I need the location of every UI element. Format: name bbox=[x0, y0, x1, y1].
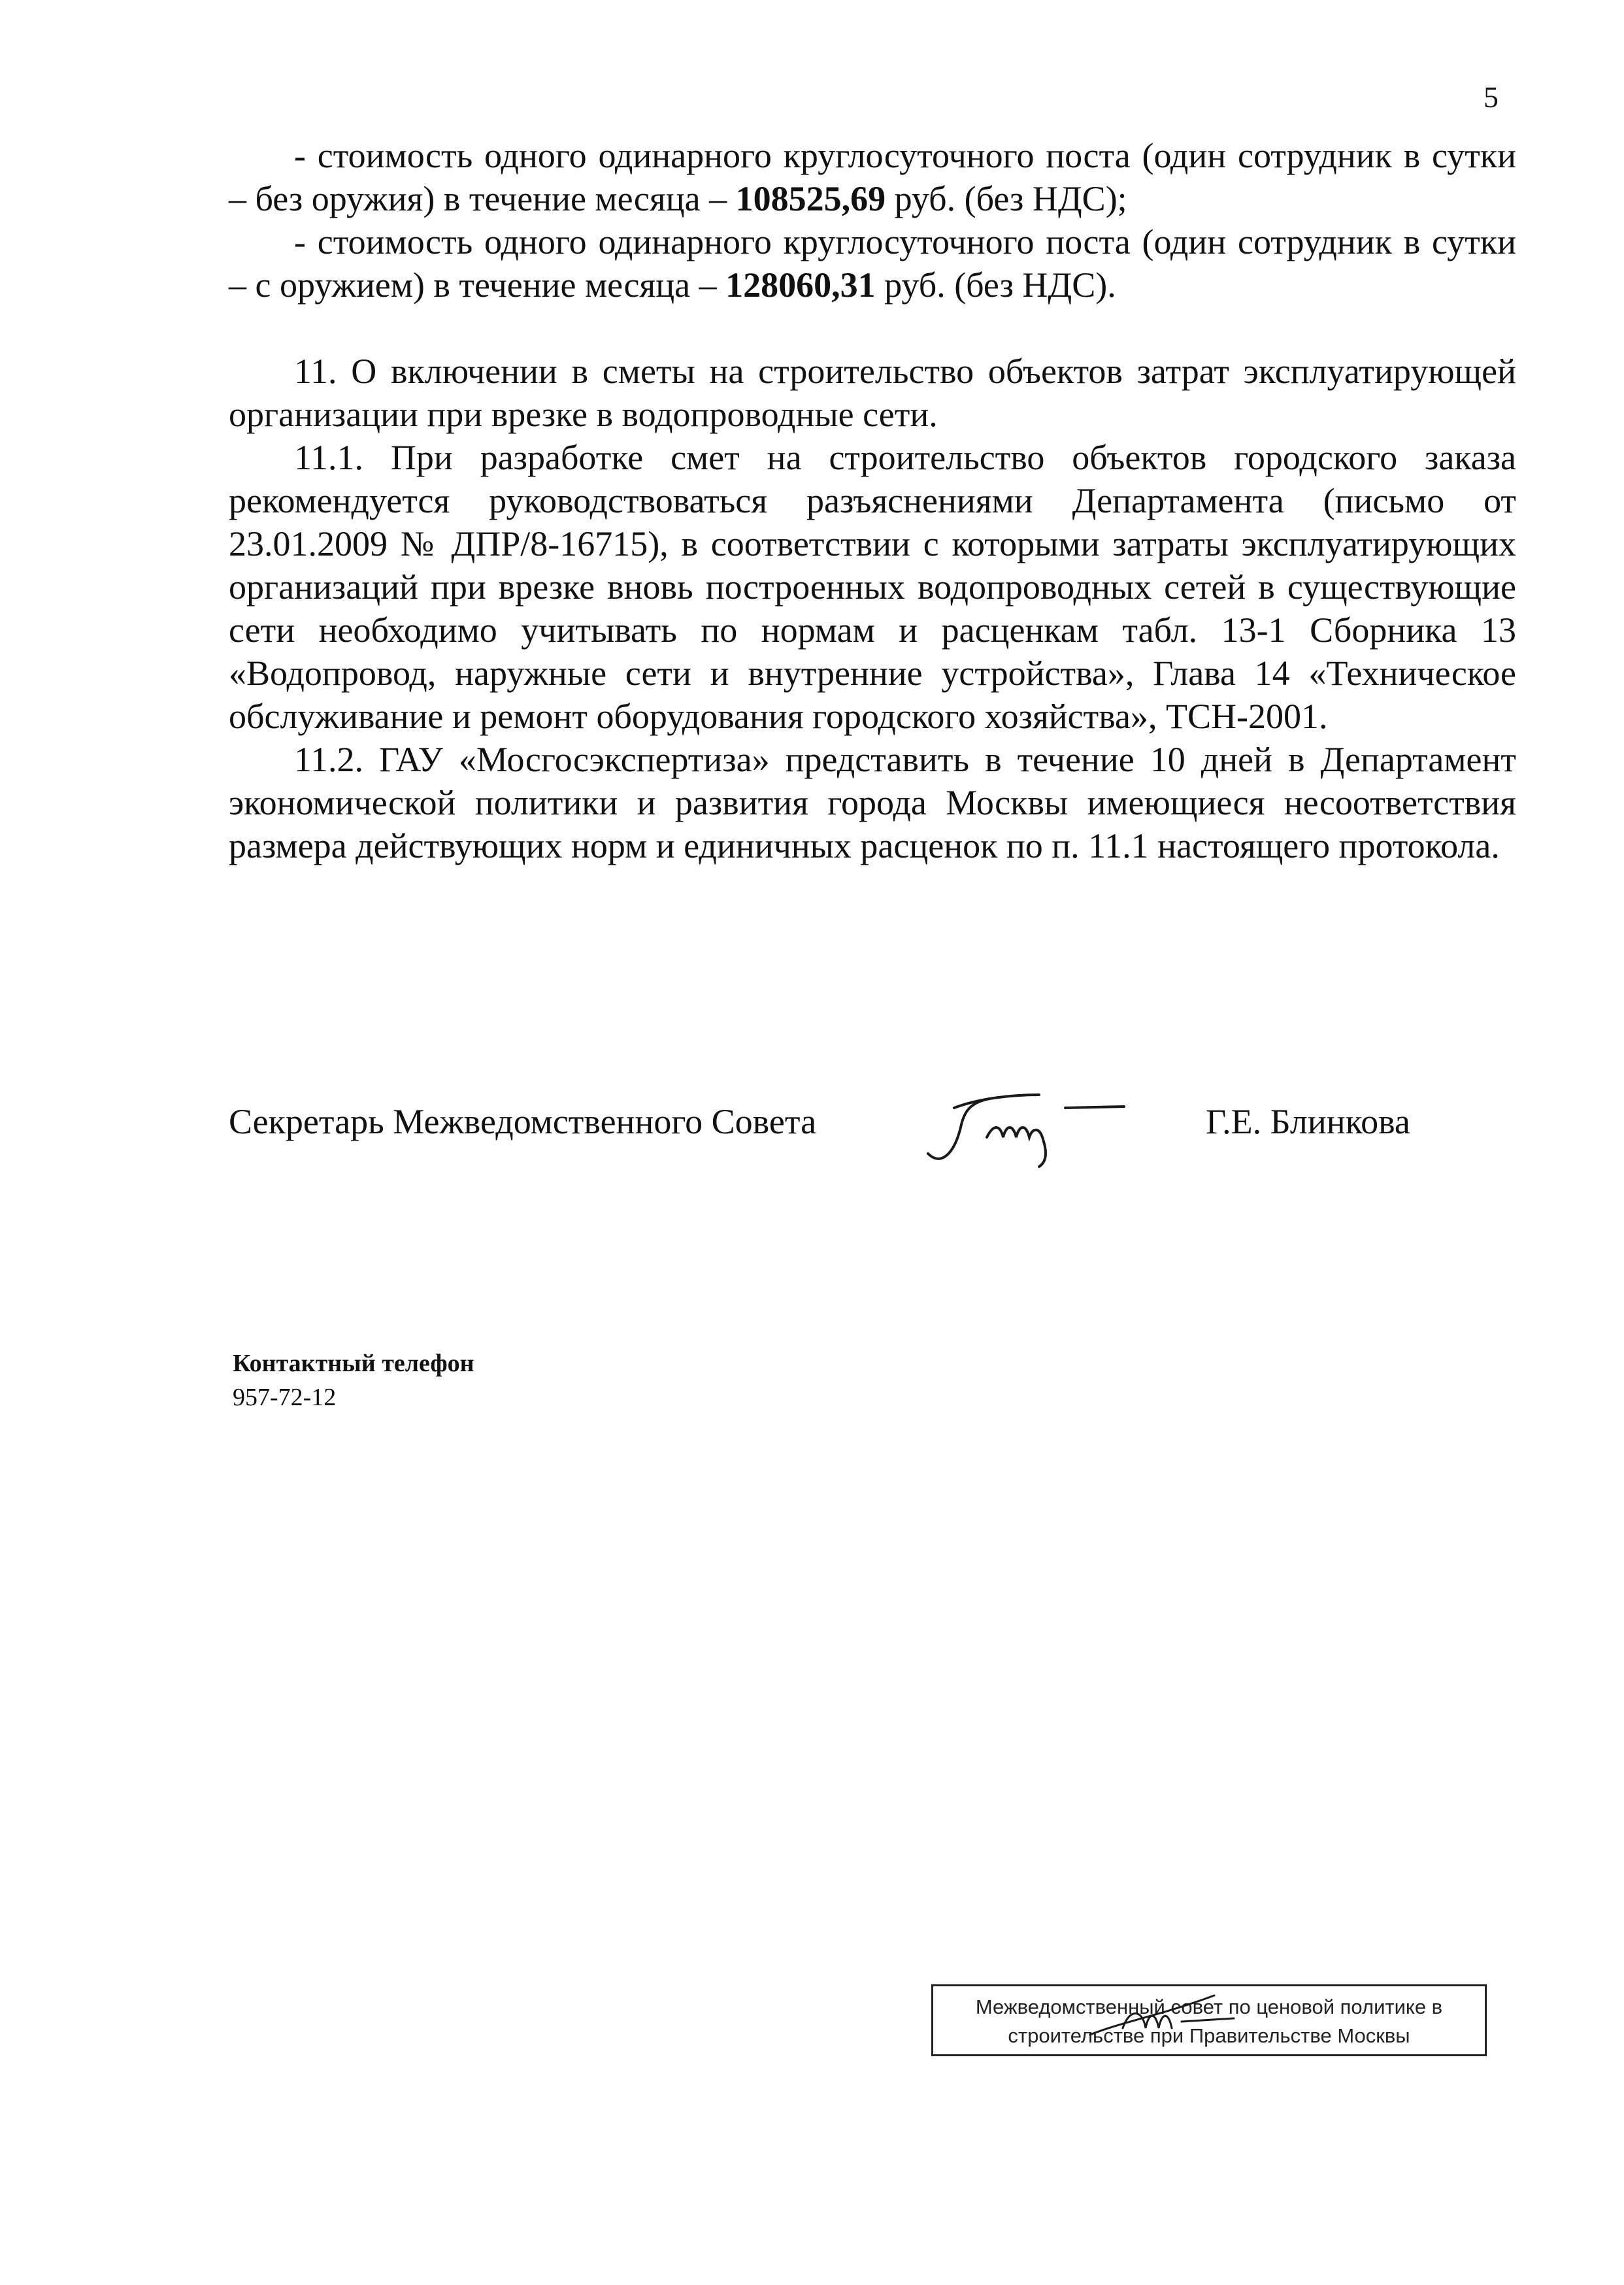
handwritten-signature bbox=[915, 1075, 1137, 1173]
contact-label: Контактный телефон bbox=[233, 1350, 474, 1377]
stamp-signature bbox=[1084, 1982, 1240, 2054]
contact-block bbox=[233, 1346, 474, 1414]
approval-stamp bbox=[931, 1984, 1487, 2056]
stamp-line-2: строительстве при Правительстве Москвы bbox=[1008, 2024, 1410, 2047]
body-text bbox=[229, 134, 1516, 867]
cost-value-2: 128060,31 bbox=[725, 265, 876, 305]
signature-block bbox=[229, 1088, 1516, 1160]
contact-phone: 957-72-12 bbox=[233, 1384, 337, 1411]
signatory-name: Г.Е. Блинкова bbox=[1206, 1102, 1410, 1141]
signatory-title: Секретарь Межведомственного Совета bbox=[229, 1102, 817, 1141]
cost-item-2: - стоимость одного одинарного круглосуточного поста (один сотрудник в сутки – с оружием) в течение месяца – 128060,31 руб. (без НДС). bbox=[229, 222, 1516, 305]
stamp-line-1: Межведомственный совет по ценовой политике в bbox=[975, 1995, 1443, 2018]
page-number: 5 bbox=[1483, 80, 1499, 114]
item-11-2: 11.2. ГАУ «Мосгосэкспертиза» представить в течение 10 дней в Департамент экономической политики и развития города Москвы имеющиеся несоответствия размера действующих норм и единичных расценок по п. 11.1 настоящего протокола. bbox=[229, 740, 1516, 865]
cost-value-1: 108525,69 bbox=[735, 179, 886, 218]
item-11-1: 11.1. При разработке смет на строительство объектов городского заказа рекомендуется руководствоваться разъяснениями Департамента (письмо от 23.01.2009 № ДПР/8-16715), в соответствии с которыми затраты эксплуатирующих организаций при врезке вновь построенных водопроводных сетей в существующие сети необходимо учитывать по нормам и расценкам табл. 13-1 Сборника 13 «Водопровод, наружные сети и внутренние устройства», Глава 14 «Техническое обслуживание и ремонт оборудования городского хозяйства», ТСН-2001. bbox=[229, 438, 1516, 736]
cost-item-1: - стоимость одного одинарного круглосуточного поста (один сотрудник в сутки – без оружия) в течение месяца – 108525,69 руб. (без НДС); bbox=[229, 136, 1516, 218]
item-11: 11. О включении в сметы на строительство объектов затрат эксплуатирующей организации при врезке в водопроводные сети. bbox=[229, 352, 1516, 434]
